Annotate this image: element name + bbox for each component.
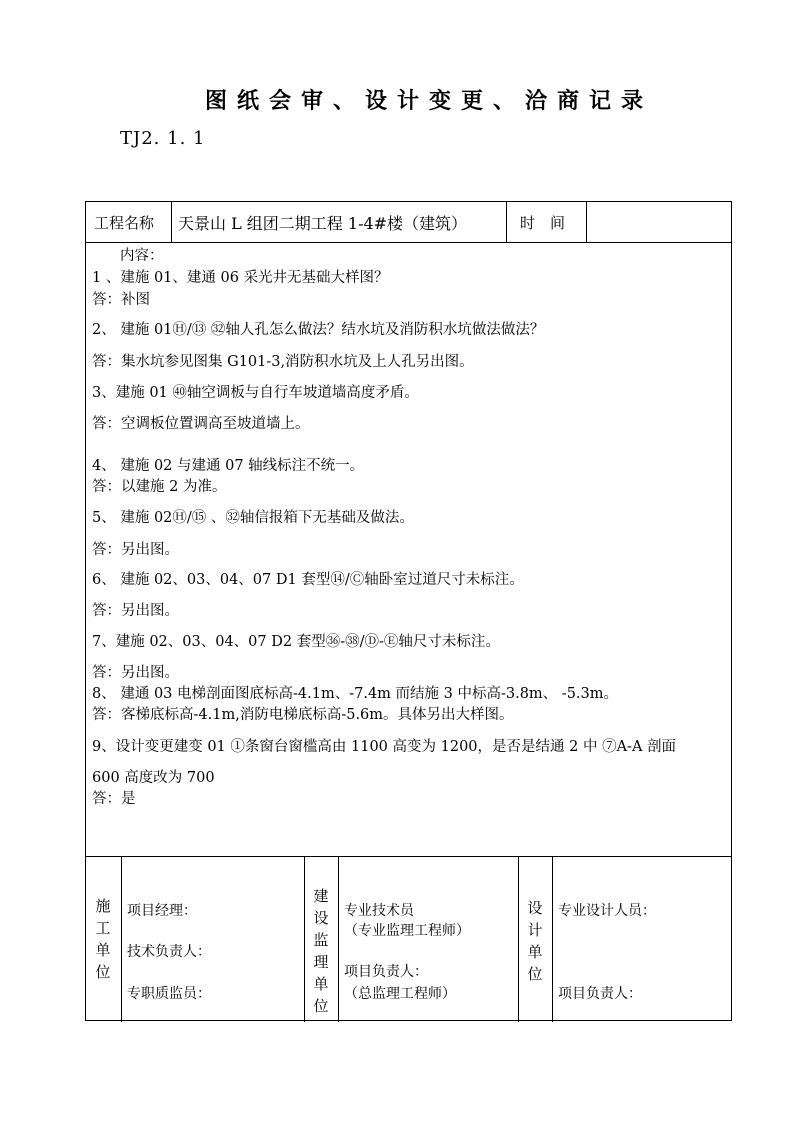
supervision-lead-field: 项目负责人：	[344, 964, 428, 980]
design-lead-field: 项目负责人：	[558, 986, 642, 1002]
content-line: 答：集水坑参见图集 G101-3,消防积水坑及上人孔另出图。	[92, 354, 474, 370]
project-name-value: 天景山 L 组团二期工程 1-4#楼（建筑）	[178, 214, 468, 233]
sig-col-divider-2	[304, 856, 305, 1022]
header-col-divider-3	[586, 202, 587, 242]
content-line: 答：补图	[92, 292, 150, 308]
project-name-label: 工程名称	[94, 214, 155, 232]
project-manager-field: 项目经理：	[127, 903, 197, 919]
content-line: 4、 建施 02 与建通 07 轴线标注不统一。	[92, 458, 365, 474]
document-code: TJ2. 1. 1	[120, 128, 206, 149]
content-line: 答：空调板位置调高至坡道墙上。	[92, 416, 310, 432]
content-line: 答：另出图。	[92, 665, 179, 681]
content-line: 1 、建施 01、建通 06 采光井无基础大样图？	[92, 270, 389, 286]
content-line: 答：客梯底标高-4.1m,消防电梯底标高-5.6m。具体另出大样图。	[92, 707, 514, 723]
sig-col-divider-4	[518, 856, 519, 1022]
content-line: 3、建施 01 ㊵轴空调板与自行车坡道墙高度矛盾。	[92, 385, 419, 401]
technical-lead-field: 技术负责人：	[127, 944, 211, 960]
sig-col-divider-5	[552, 856, 553, 1022]
content-line: 答：是	[92, 791, 136, 807]
time-label: 时 间	[520, 214, 566, 232]
header-divider	[86, 242, 731, 243]
designer-field: 专业设计人员：	[558, 903, 656, 919]
header-col-divider-1	[171, 202, 172, 242]
sig-col-divider-3	[338, 856, 339, 1022]
specialist-technician-field: 专业技术员	[344, 903, 414, 919]
design-unit-label: 设计单位	[527, 899, 543, 983]
record-table	[85, 201, 732, 1021]
signature-divider	[86, 856, 731, 857]
chief-supervisor-note: （总监理工程师）	[344, 986, 456, 1002]
quality-inspector-field: 专职质监员：	[127, 986, 211, 1002]
content-line: 7、建施 02、03、04、07 D2 套型㊱-㊳/Ⓓ-Ⓔ轴尺寸未标注。	[92, 634, 500, 650]
content-line: 答：另出图。	[92, 542, 179, 558]
content-line: 答：以建施 2 为准。	[92, 479, 227, 495]
content-line: 答：另出图。	[92, 603, 179, 619]
header-col-divider-2	[506, 202, 507, 242]
content-line: 5、 建施 02Ⓗ/⑮ 、㉜轴信报箱下无基础及做法。	[92, 510, 414, 526]
content-heading: 内容：	[120, 248, 164, 264]
construction-unit-label: 施工单位	[95, 897, 111, 981]
content-line: 9、设计变更建变 01 ①条窗台窗槛高由 1100 高变为 1200，是否是结通 2 中 ⑦A-A 剖面	[92, 739, 677, 755]
content-line: 6、 建施 02、03、04、07 D1 套型⑭/Ⓒ轴卧室过道尺寸未标注。	[92, 572, 524, 588]
document-title: 图纸会审、设计变更、洽商记录	[205, 89, 654, 114]
content-line: 600 高度改为 700	[92, 770, 215, 786]
content-line: 2、 建施 01Ⓗ/⑬ ㉜轴人孔怎么做法？结水坑及消防积水坑做法做法？	[92, 322, 545, 338]
content-line: 8、 建通 03 电梯剖面图底标高-4.1m、-7.4m 而结施 3 中标高-3.8m、 -5.3m。	[92, 686, 618, 702]
sig-col-divider-1	[121, 856, 122, 1022]
specialist-supervisor-note: （专业监理工程师）	[344, 923, 470, 939]
supervision-unit-label: 建设监理单位	[313, 887, 329, 1015]
